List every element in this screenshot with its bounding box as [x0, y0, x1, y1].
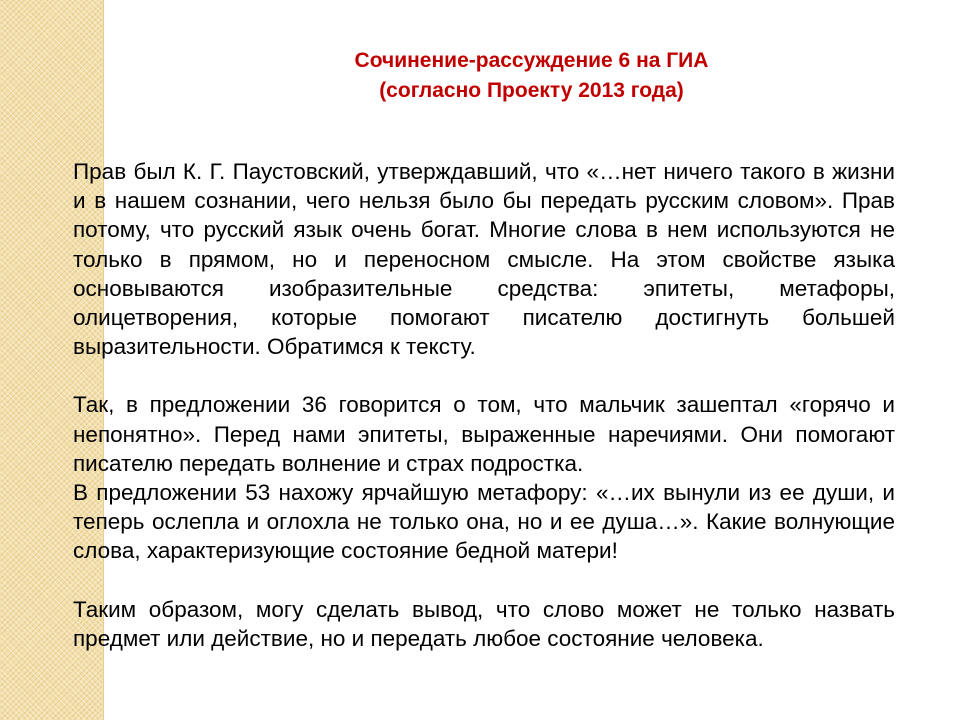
paragraph-intro: Прав был К. Г. Паустовский, утверждавший, что «…нет ничего такого в жизни и в нашем сознании, чего нельзя было бы передать русским словом». Прав потому, что русский язык очень богат. Многие слова в нем используются не только в прямом, но и переносном смысле. На этом свойстве языка основываются изобразительные средства: эпитеты, метафоры, олицетворения, которые помогают писателю достигнуть большей выразительности. Обратимся к тексту.	[73, 159, 895, 360]
paragraph-conclusion: Таким образом, могу сделать вывод, что слово может не только назвать предмет или действие, но и передать любое состояние человека.	[73, 596, 895, 651]
paragraph-example-2: В предложении 53 нахожу ярчайшую метафору: «…их вынули из ее души, и теперь ослепла и оглохла не только она, но и ее душа…». Какие волнующие слова, характеризующие состояние бедной матери!	[73, 480, 895, 564]
essay-body	[73, 157, 895, 653]
title-line-2: (согласно Проекту 2013 года)	[379, 79, 684, 102]
page-title	[103, 46, 960, 106]
paragraph-example-1: Так, в предложении 36 говорится о том, что мальчик зашептал «горячо и непонятно». Перед нами эпитеты, выраженные наречиями. Они помогают писателю передать волнение и страх подростка.	[73, 392, 895, 476]
title-line-1: Сочинение-рассуждение 6 на ГИА	[354, 49, 709, 72]
